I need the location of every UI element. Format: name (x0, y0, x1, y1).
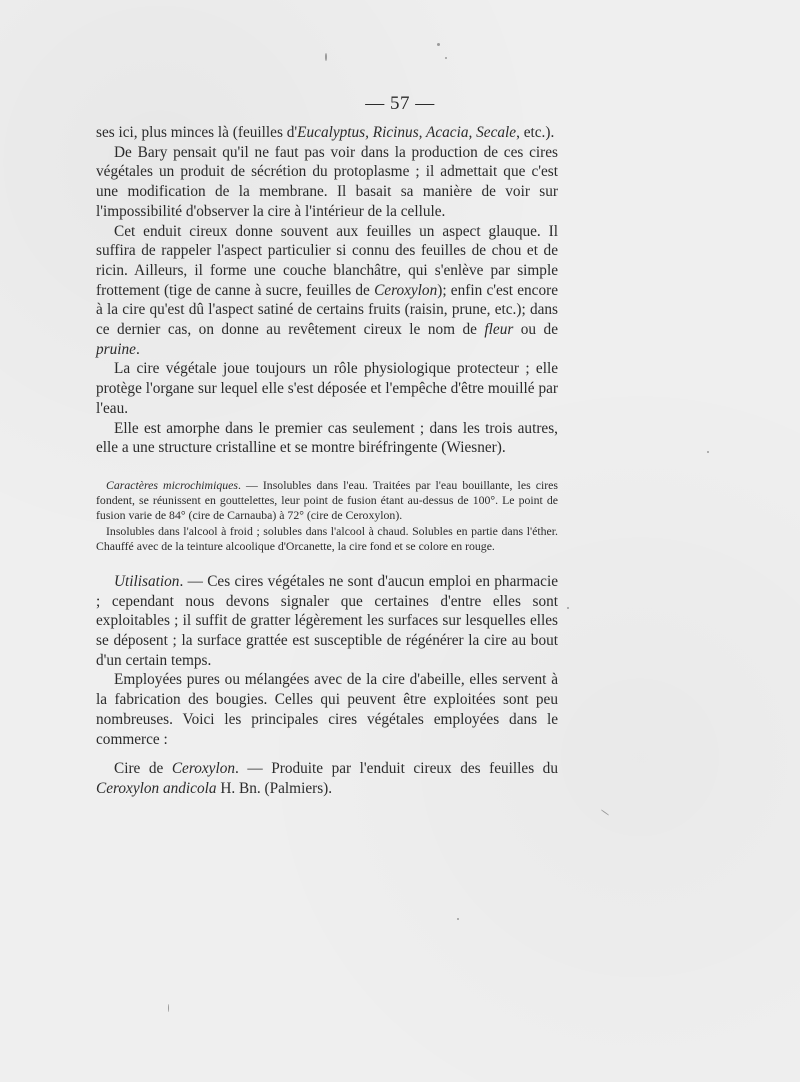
paragraph (96, 222, 558, 360)
text-run: ou de (513, 321, 558, 339)
italic-text: Ceroxylon (374, 281, 438, 299)
note-paragraph (96, 524, 558, 554)
text-run: Employées pures ou mélangées avec de la cire d'abeille, elles servent à la fabrication des bougies. Celles qui peuvent être exploitées sont peu nombreuses. Voici les principales cires végétales employées dans le commerce : (96, 671, 558, 748)
text-run: H. Bn. (Palmiers). (216, 780, 333, 797)
text-run: De Bary pensait qu'il ne faut pas voir dans la production de ces cires végétales un produit de sécrétion du protoplasme ; il admettait que c'est une modification de la membrane. Il basait sa manière de voir sur l'impossibilité d'observer la cire à l'intérieur de la cellule. (96, 143, 558, 220)
text-run: . (135, 340, 140, 358)
paper-speck (707, 451, 709, 453)
paper-speck (325, 53, 327, 61)
page-number: — 57 — (365, 93, 435, 114)
paragraph (96, 759, 558, 798)
text-run: . — Produite par l'enduit cireux des feuilles du (235, 760, 558, 778)
italic-text: Caractères microchimiques (106, 477, 238, 492)
paper-speck (567, 607, 569, 609)
italic-text: Ceroxylon (171, 760, 236, 778)
text-run: , etc.). (516, 124, 555, 141)
text-run: ses ici, plus minces là (feuilles d' (96, 124, 298, 141)
paper-speck (437, 43, 440, 46)
text-run: . — Ces cires végétales ne sont d'aucun emploi en pharmacie ; cependant nous devons signaler que certaines d'entre elles sont exploitables ; il suffit de gratter légèrement les surfaces sur lesquelles elles se déposent ; la surface grattée est susceptible de régénérer la cire au bout d'un certain temps. (96, 572, 558, 669)
italic-text: Utilisation (114, 572, 180, 590)
paper-speck (445, 57, 447, 59)
paper-speck (601, 809, 610, 816)
italic-text: pruine (96, 340, 136, 358)
note-paragraph (96, 478, 558, 524)
italic-text: Ceroxylon andicola (96, 780, 217, 797)
text-run: . — Insolubles dans l'eau. Traitées par l'eau bouillante, les cires fondent, se réunissent en gouttelettes, leur point de fusion étant au-dessus de 100°. Le point de fusion varie de 84° (cire de Carnauba) à 72° (cire de Ceroxylon). (96, 477, 558, 523)
microchemical-notes (96, 478, 558, 554)
text-run: Insolubles dans l'alcool à froid ; solubles dans l'alcool à chaud. Solubles en partie dans l'éther. Chauffé avec de la teinture alcoolique d'Orcanette, la cire fond et se colore en rouge. (96, 523, 558, 553)
paragraph (96, 143, 558, 222)
paragraph (96, 419, 558, 458)
text-run: Elle est amorphe dans le premier cas seulement ; dans les trois autres, elle a une structure cristalline et se montre biréfringente (Wiesner). (96, 419, 558, 457)
text-run: Cire de (114, 760, 172, 778)
main-text-section (96, 123, 558, 458)
paragraph (96, 670, 558, 749)
paragraph (96, 572, 558, 671)
paper-speck (457, 918, 459, 920)
paper-speck (168, 1004, 169, 1012)
text-run: La cire végétale joue toujours un rôle physiologique protecteur ; elle protège l'organe sur lequel elle s'est déposée et l'empêche d'être mouillé par l'eau. (96, 360, 558, 417)
text-run: ); enfin c'est encore à la cire qu'est dû l'aspect satiné de certains fruits (raisin, prune, etc.); dans ce dernier cas, on donne au revêtement cireux le nom de (96, 281, 559, 339)
italic-text: Eucalyptus, Ricinus, Acacia, Secale (297, 124, 517, 141)
paragraph (96, 359, 558, 418)
paragraph (96, 123, 558, 143)
text-run: Cet enduit cireux donne souvent aux feuilles un aspect glauque. Il suffira de rappeler l'aspect particulier si connu des feuilles de chou et de ricin. Ailleurs, il forme une couche blanchâtre, qui s'enlève par simple frottement (tige de canne à sucre, feuilles de (96, 222, 558, 299)
italic-text: fleur (484, 321, 514, 339)
utilization-section (96, 572, 558, 799)
document-body (96, 123, 558, 799)
